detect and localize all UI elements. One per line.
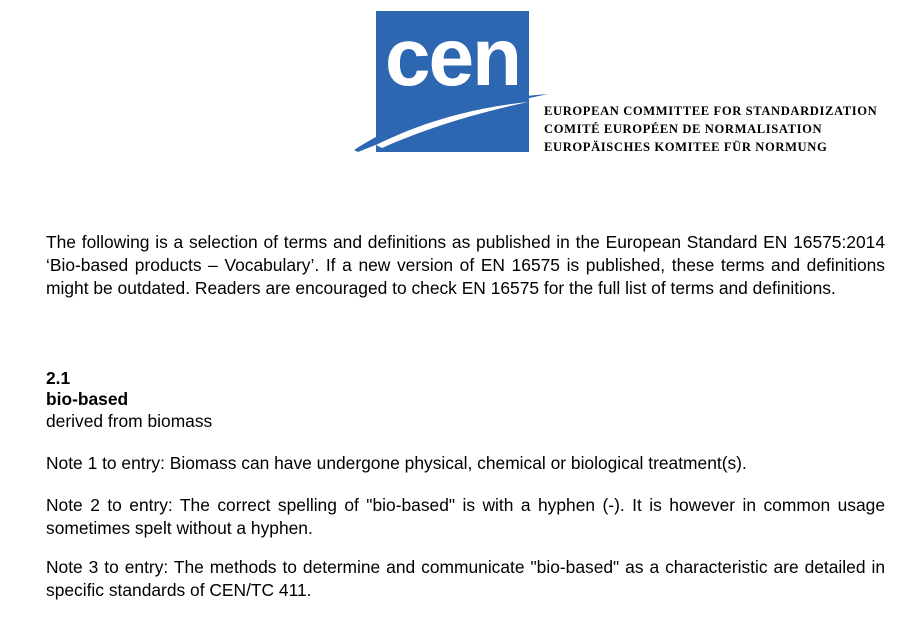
term-number: 2.1 — [46, 368, 71, 388]
org-name-fr: COMITÉ EUROPÉEN DE NORMALISATION — [544, 122, 823, 136]
note-2: Note 2 to entry: The correct spelling of "bio-based" is with a hyphen (-). It is however in common usage sometimes spelt without a hyphen. — [46, 495, 885, 538]
note-1: Note 1 to entry: Biomass can have undergone physical, chemical or biological treatment(s). — [46, 453, 747, 473]
note-3: Note 3 to entry: The methods to determine and communicate "bio-based" as a characteristic are detailed in specific standards of CEN/TC 411. — [46, 557, 885, 600]
intro-block — [46, 231, 885, 301]
org-name-en: EUROPEAN COMMITTEE FOR STANDARDIZATION — [544, 104, 878, 118]
logo-swoosh-icon — [352, 70, 552, 160]
intro-paragraph: The following is a selection of terms and definitions as published in the European Standard EN 16575:2014 ‘Bio-based products – Vocabulary’. If a new version of EN 16575 is published, these terms and definitions might be outdated. Readers are encouraged to check EN 16575 for the full list of terms and definitions. — [46, 232, 885, 299]
header — [0, 0, 917, 170]
term-name: bio-based — [46, 389, 129, 409]
org-name-de: EUROPÄISCHES KOMITEE FÜR NORMUNG — [544, 140, 828, 154]
org-names — [544, 102, 877, 156]
logo-text: cen — [384, 12, 521, 103]
term-definition: derived from biomass — [46, 411, 213, 431]
